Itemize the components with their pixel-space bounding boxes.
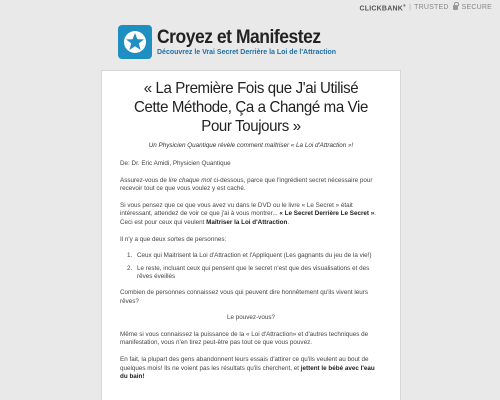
sales-letter bbox=[101, 70, 401, 400]
lock-icon bbox=[453, 5, 458, 10]
site-header bbox=[118, 24, 398, 60]
star-icon bbox=[122, 29, 148, 55]
subheadline: Un Physicien Quantique révèle comment maîtriser « La Loi d'Attraction »! bbox=[148, 142, 354, 149]
secure-label: SECURE bbox=[461, 4, 492, 12]
paragraph: Même si vous connaissez la puissance de la « Loi d'Attraction» et d'autres techniques de manifestation, vous n'en tirez peut-être pas tout ce que vous pouvez. bbox=[120, 330, 369, 347]
trusted-label: TRUSTED bbox=[414, 4, 449, 12]
byline: De: Dr. Eric Amidi, Physicien Quantique bbox=[120, 160, 231, 167]
paragraph: Si vous pensez que ce que vous avez vu dans le DVD ou le livre « Le Secret » était intéressant, attendez de voir ce que j'ai à vous montrer... « Le Secret Derrière Le Secret ». Ceci est pour ceux qui veulent Maîtriser la Loi d'Attraction. bbox=[120, 201, 377, 226]
list-item: 1. Ceux qui Maitrisent la Loi d'Attraction et l'Appliquent (Les gagnants du jeu de la vie!) bbox=[134, 252, 382, 261]
site-tagline: Découvrez le Vrai Secret Derrière la Loi de l'Attraction bbox=[157, 48, 337, 56]
clickbank-brand: CLICKBANK® bbox=[359, 3, 407, 13]
paragraph: En fait, la plupart des gens abandonnent leurs essais d'attirer ce qu'ils veulent au bout de quelques mois! Ils ne voient pas les résultats qu'ils cherchent, et jettent le bébé avec l'eau du bain! bbox=[120, 355, 375, 381]
list-item: 2. Le reste, incluant ceux qui pensent que le secret n'est que des visualisations et des rêves éveillés bbox=[134, 265, 382, 282]
paragraph: Combien de personnes connaissez vous qui peuvent dire honnêtement qu'ils vivent leurs rêves? bbox=[120, 288, 368, 305]
site-logo[interactable] bbox=[118, 25, 152, 59]
clickbank-trust-badge bbox=[360, 3, 492, 12]
paragraph: Le pouvez-vous? bbox=[227, 314, 275, 322]
paragraph: Assurez-vous de lire chaque mot ci-dessous, parce que l'ingrédient secret nécessaire pour recevoir tout ce que vous voulez y est caché. bbox=[120, 176, 373, 193]
two-kinds-list bbox=[120, 252, 382, 282]
site-title[interactable]: Croyez et Manifestez bbox=[157, 26, 321, 48]
headline: « La Première Fois que J'ai Utilisé Cette Méthode, Ça a Changé ma Vie Pour Toujours » bbox=[134, 80, 368, 135]
paragraph: Il n'y a que deux sortes de personnes: bbox=[120, 235, 227, 243]
separator: | bbox=[409, 4, 412, 12]
